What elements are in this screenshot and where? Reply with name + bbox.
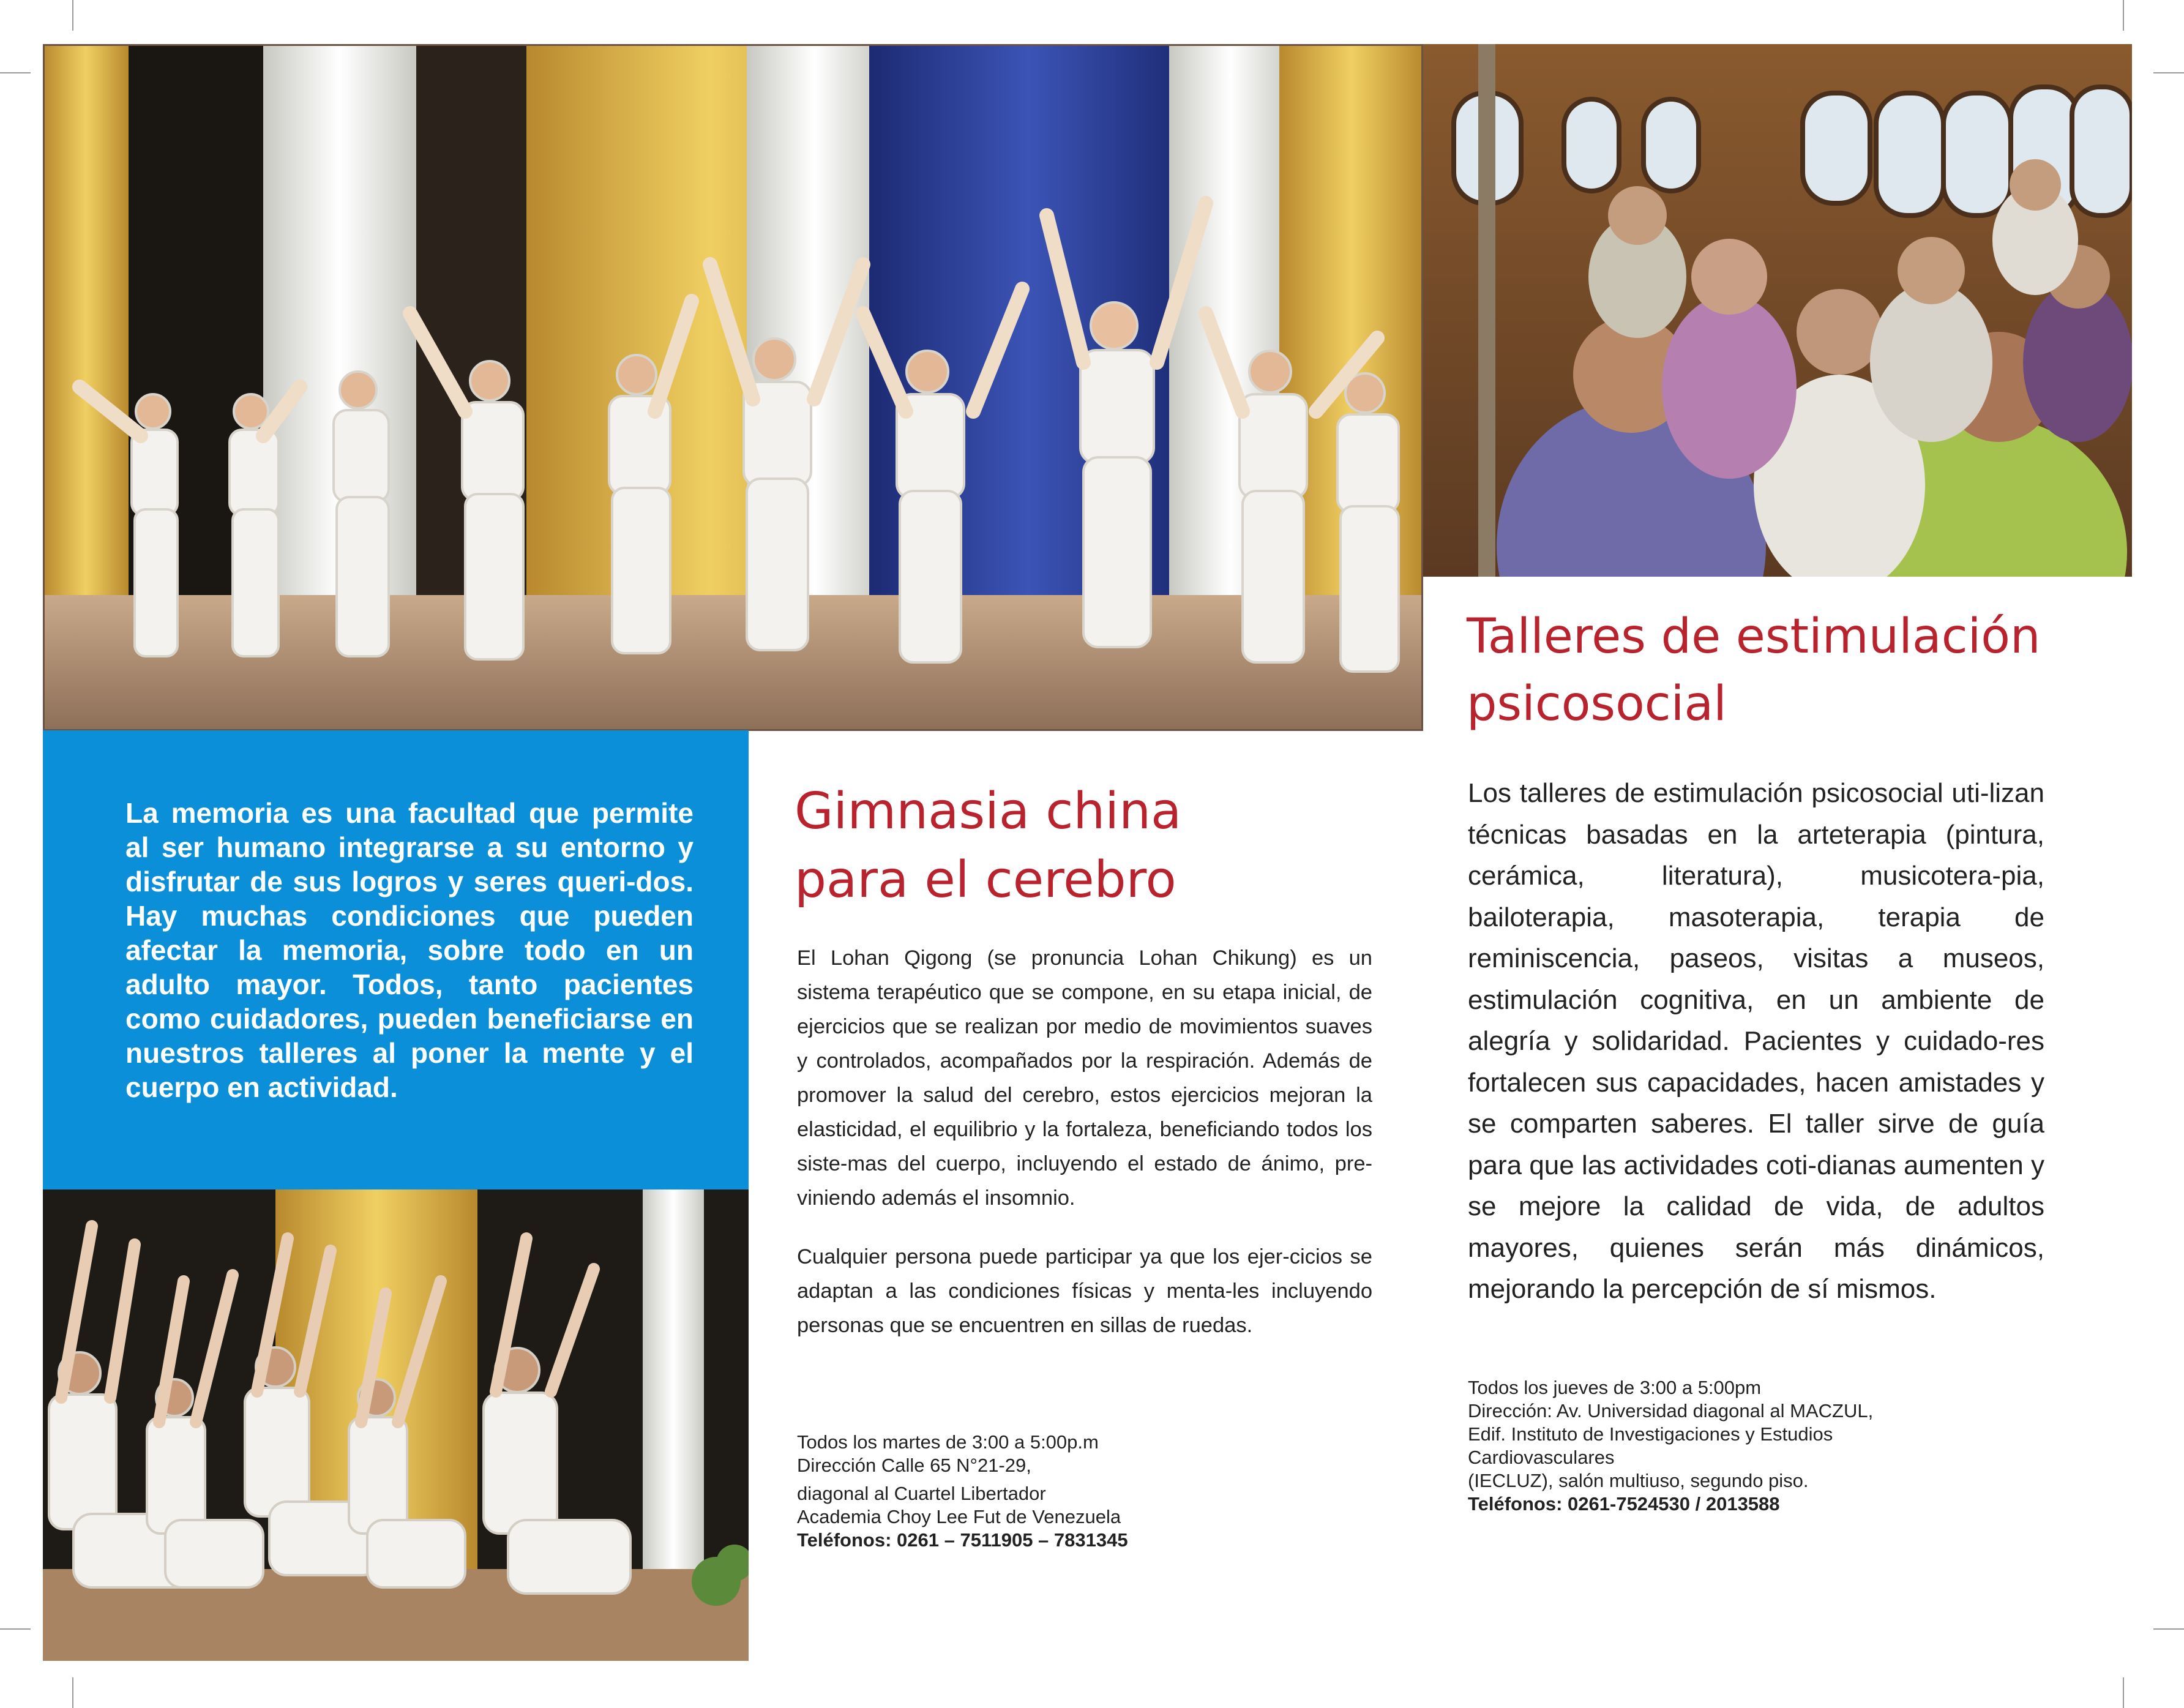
photo-seniors-on-bus-icon [1423,44,2132,577]
talleres-address-line: Edif. Instituto de Investigaciones y Estudios [1468,1423,1833,1445]
talleres-schedule: Todos los jueves de 3:00 a 5:00pm [1468,1377,1762,1398]
crop-mark [2123,1677,2124,1708]
gimnasia-paragraph-2: Cualquier persona puede participar ya que los ejer-cicios se adaptan a las condiciones físicas y menta-les incluyendo personas que se encuentren en sillas de ruedas. [797,1245,1372,1337]
talleres-info [1468,1376,2031,1516]
gimnasia-title [795,777,1321,915]
gimnasia-paragraph-1: El Lohan Qigong (se pronuncia Lohan Chikung) es un sistema terapéutico que se compone, en su etapa inicial, de ejercicios que se realizan por medio de movimientos suaves y controlados, acompañados por la respiración. Además de promover la salud del cerebro, estos ejercicios mejoran la elasticidad, el equilibrio y la fortaleza, beneficiando todos los siste-mas del cuerpo, incluyendo el estado de ánimo, pre-viniendo además el insomnio. [797,946,1372,1210]
talleres-address-line: (IECLUZ), salón multiuso, segundo piso. [1468,1470,1809,1491]
gimnasia-body [797,941,1372,1367]
gimnasia-address-line: Academia Choy Lee Fut de Venezuela [797,1506,1121,1527]
gimnasia-address-line: diagonal al Cuartel Libertador [797,1483,1046,1504]
stage-dance-photo [43,44,1423,731]
seated-exercise-photo [43,1189,749,1661]
photo-group-dancing-on-stage-icon [43,44,1423,731]
crop-mark [72,1677,73,1708]
bus-group-photo [1423,44,2132,577]
gimnasia-address-line: Dirección Calle 65 N°21-29, [797,1455,1031,1476]
photo-seated-arm-exercises-icon [43,1189,749,1661]
talleres-address-line: Cardiovasculares [1468,1447,1615,1468]
talleres-phones: Teléfonos: 0261-7524530 / 2013588 [1468,1493,1780,1515]
talleres-body: Los talleres de estimulación psicosocial uti-lizan técnicas basadas en la arteterapia (pintura, cerámica, literatura), musicotera-pia, bailoterapia, masoterapia, terapia de reminiscencia, paseos, visitas a museos, estimulación cognitiva, en un ambiente de alegría y solidaridad. Pacientes y cuidado-res fortalecen sus capacidades, hacen amistades y se comparten saberes. El taller sirve de guía para que las actividades coti-dianas aumenten y se mejore la calidad de vida, de adultos mayores, quienes serán más dinámicos, mejorando la percepción de sí mismos. [1468,778,2044,1304]
talleres-title-line1: Talleres de estimulación [1467,609,2041,664]
crop-mark [0,1628,31,1630]
talleres-title-line2: psicosocial [1467,676,1727,732]
gimnasia-info [797,1431,1372,1552]
gimnasia-schedule: Todos los martes de 3:00 a 5:00p.m [797,1431,1099,1453]
gimnasia-phones: Teléfonos: 0261 – 7511905 – 7831345 [797,1529,1128,1551]
talleres-title [1467,603,2079,738]
crop-mark [2123,0,2124,31]
crop-mark [2153,1628,2184,1630]
crop-mark [0,72,31,73]
gimnasia-title-line2: para el cerebro [795,851,1176,909]
crop-mark [2153,72,2184,73]
crop-mark [72,0,73,31]
intro-text: La memoria es una facultad que permite al ser humano integrarse a su entorno y disfrutar de sus logros y seres queri-dos. Hay muchas condiciones que pueden afectar la memoria, sobre todo en un adulto mayor. Todos, tanto pacientes como cuidadores, pueden beneficiarse en nuestros talleres al poner la mente y el cuerpo en actividad. [125,797,694,1103]
talleres-address-line: Dirección: Av. Universidad diagonal al MACZUL, [1468,1400,1874,1421]
gimnasia-title-line1: Gimnasia china [795,782,1182,841]
